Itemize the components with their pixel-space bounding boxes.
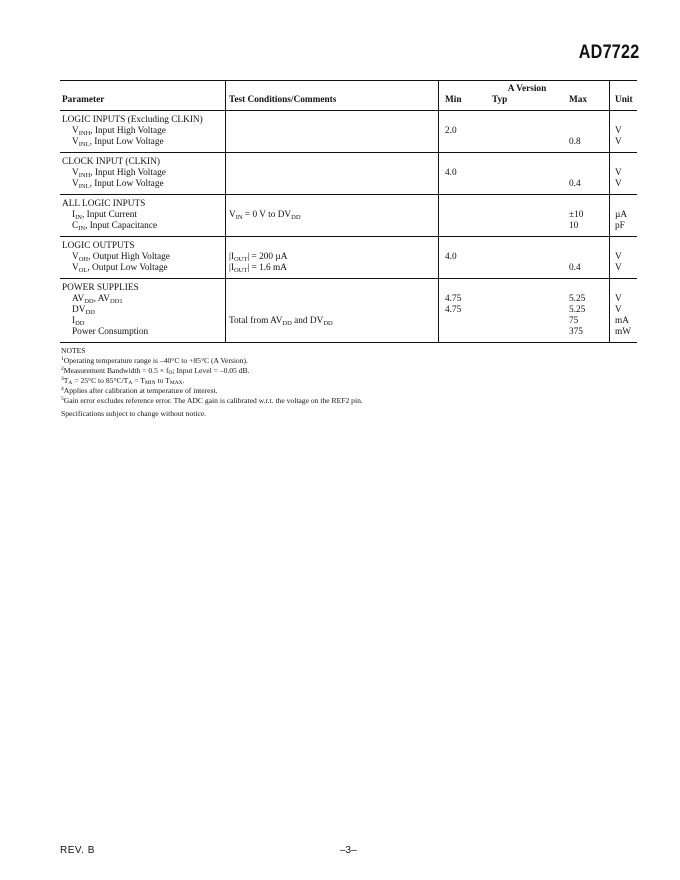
empty-cell (492, 195, 569, 211)
empty-cell (226, 153, 439, 169)
empty-cell (492, 279, 569, 295)
group-title: LOGIC OUTPUTS (62, 241, 135, 251)
condition-cell (226, 221, 439, 237)
parameter-label: $DV_{DD}$ (72, 305, 95, 316)
condition-cell (226, 137, 439, 153)
parameter-label: $V_{OL}$, Output Low Voltage (72, 263, 168, 274)
parameter-cell (60, 316, 226, 327)
note-item: $^1$Operating temperature range is –40°C to +85°C (A Version). (61, 356, 248, 365)
empty-cell (610, 279, 638, 295)
part-number: AD7722 (579, 42, 640, 63)
table-row (60, 179, 637, 195)
empty-cell (439, 237, 493, 253)
parameter-cell (60, 263, 226, 279)
max-cell: 5.25 (569, 305, 586, 315)
table-row (60, 252, 637, 263)
empty-cell (492, 153, 569, 169)
parameter-cell (60, 126, 226, 137)
max-cell: 10 (569, 221, 610, 237)
max-cell: 0.4 (569, 179, 610, 195)
min-cell (439, 137, 493, 153)
table-row (60, 305, 637, 316)
empty-cell (569, 111, 610, 127)
min-cell: 4.0 (439, 252, 493, 263)
empty-cell (492, 111, 569, 127)
typ-cell (492, 316, 569, 327)
unit-cell: V (610, 137, 638, 153)
col-max: Max (569, 95, 610, 111)
empty-cell (439, 111, 493, 127)
table-row (60, 126, 637, 137)
spec-group (60, 111, 637, 153)
max-cell: 375 (569, 327, 610, 343)
group-title: ALL LOGIC INPUTS (62, 199, 146, 209)
empty-cell (439, 153, 493, 169)
empty-cell (569, 195, 610, 211)
parameter-label: $AV_{DD}$, $AV_{DD1}$ (72, 294, 123, 305)
unit-cell: V (610, 263, 638, 279)
unit-cell: µA (610, 210, 638, 221)
condition-cell: $|I_{OUT}| = 200$ µA (226, 252, 439, 263)
table-row (60, 168, 637, 179)
col-parameter: Parameter (60, 95, 226, 111)
condition-cell (226, 327, 439, 343)
unit-cell: V (610, 252, 638, 263)
spec-group (60, 279, 637, 343)
group-title-row (60, 279, 637, 295)
min-cell (439, 327, 493, 343)
empty-cell (226, 279, 439, 295)
group-title-row (60, 153, 637, 169)
max-cell: 5.25 (569, 294, 586, 304)
group-title: CLOCK INPUT (CLKIN) (62, 157, 160, 167)
note-item: $^3T_A = 25^\circ C$ to $85^\circ C/T_A = T_{MIN}$ to $T_{MAX}$. (61, 376, 185, 386)
min-cell (439, 221, 493, 237)
condition-cell (226, 179, 439, 195)
empty-cell (226, 237, 439, 253)
empty-cell (610, 111, 638, 127)
max-cell: 0.4 (569, 263, 610, 279)
parameter-cell (60, 327, 226, 343)
parameter-cell (60, 179, 226, 195)
max-cell: 75 (569, 316, 579, 326)
empty-cell (569, 153, 610, 169)
page-number: –3– (340, 845, 357, 856)
parameter-label: $V_{INH}$, Input High Voltage (72, 168, 166, 179)
min-cell: 4.75 (439, 305, 493, 316)
group-title-row (60, 195, 637, 211)
group-title-row (60, 111, 637, 127)
note-item: $^2$Measurement Bandwidth = $0.5 \times f_O$; Input Level = –0.05 dB. (61, 366, 250, 376)
typ-cell (492, 252, 569, 263)
unit-cell: mA (610, 316, 638, 327)
notes-heading: NOTES (61, 346, 86, 355)
unit-cell: V (610, 168, 638, 179)
unit-cell: pF (610, 221, 638, 237)
condition-cell (226, 168, 439, 179)
notes-list (61, 356, 363, 406)
unit-cell: V (610, 126, 638, 137)
table-row (60, 316, 637, 327)
parameter-cell (60, 252, 226, 263)
empty-cell (610, 237, 638, 253)
typ-cell (492, 305, 569, 316)
parameter-label: $C_{IN}$, Input Capacitance (72, 221, 158, 232)
min-cell (439, 179, 493, 195)
typ-cell (492, 210, 569, 221)
table-row (60, 327, 637, 343)
parameter-cell (60, 221, 226, 237)
min-cell (439, 316, 493, 327)
typ-cell (492, 263, 569, 279)
revision-label: REV. B (60, 845, 95, 856)
group-title: POWER SUPPLIES (62, 283, 139, 293)
min-cell: 2.0 (439, 126, 493, 137)
min-cell (439, 210, 493, 221)
condition-cell (226, 305, 439, 316)
max-cell: ±10 (569, 210, 584, 220)
condition-cell (226, 126, 439, 137)
max-cell (569, 168, 610, 179)
empty-cell (439, 195, 493, 211)
group-title: LOGIC INPUTS (Excluding CLKIN) (62, 115, 203, 125)
parameter-label: $I_{IN}$, Input Current (72, 210, 137, 221)
min-cell (439, 263, 493, 279)
notes (61, 346, 363, 419)
table-row (60, 210, 637, 221)
col-typ: Typ (492, 95, 569, 111)
parameter-label: $V_{INL}$, Input Low Voltage (72, 179, 164, 190)
empty-cell (226, 195, 439, 211)
parameter-cell (60, 168, 226, 179)
parameter-cell (60, 294, 226, 305)
empty-cell (439, 279, 493, 295)
spec-change-notice: Specifications subject to change without notice. (61, 409, 207, 418)
parameter-label: $V_{INH}$, Input High Voltage (72, 126, 166, 137)
min-cell: 4.75 (439, 294, 493, 305)
empty-cell (610, 195, 638, 211)
min-cell: 4.0 (439, 168, 493, 179)
note-item: $^5$Gain error excludes reference error. The ADC gain is calibrated w.r.t. the voltage on the REF2 pin. (61, 396, 363, 405)
max-cell (569, 126, 610, 137)
parameter-label: Power Consumption (72, 327, 149, 337)
typ-cell (492, 126, 569, 137)
table-row (60, 263, 637, 279)
typ-cell (492, 137, 569, 153)
unit-cell: V (610, 179, 638, 195)
spec-group (60, 153, 637, 195)
spec-table (60, 80, 637, 343)
group-title-row (60, 237, 637, 253)
col-min: Min (439, 95, 493, 111)
empty-cell (226, 111, 439, 127)
parameter-cell (60, 210, 226, 221)
table-row (60, 221, 637, 237)
empty-cell (492, 237, 569, 253)
unit-cell: V (610, 294, 638, 305)
empty-cell (610, 153, 638, 169)
table-row (60, 137, 637, 153)
typ-cell (492, 179, 569, 195)
condition-cell: $|I_{OUT}| = 1.6$ mA (226, 263, 439, 279)
parameter-cell (60, 137, 226, 153)
parameter-cell (60, 305, 226, 316)
typ-cell (492, 168, 569, 179)
typ-cell (492, 221, 569, 237)
parameter-label: $V_{INL}$, Input Low Voltage (72, 137, 164, 148)
note-item: $^4$Applies after calibration at temperature of interest. (61, 386, 218, 395)
parameter-label: $I_{DD}$ (72, 316, 85, 327)
version-header: A Version (439, 81, 610, 96)
spec-group (60, 237, 637, 279)
condition-cell: $V_{IN} = 0$ V to $DV_{DD}$ (226, 210, 439, 221)
condition-cell (226, 294, 439, 305)
empty-cell (569, 237, 610, 253)
empty-cell (569, 279, 610, 295)
parameter-label: $V_{OH}$, Output High Voltage (72, 252, 170, 263)
typ-cell (492, 294, 569, 305)
spec-group (60, 195, 637, 237)
col-conditions: Test Conditions/Comments (226, 95, 439, 111)
condition-cell: Total from $AV_{DD}$ and $DV_{DD}$ (226, 316, 439, 327)
max-cell: 0.8 (569, 137, 610, 153)
table-row (60, 294, 637, 305)
unit-cell: V (610, 305, 638, 316)
typ-cell (492, 327, 569, 343)
max-cell (569, 252, 610, 263)
col-unit: Unit (610, 95, 638, 111)
unit-cell: mW (610, 327, 638, 343)
